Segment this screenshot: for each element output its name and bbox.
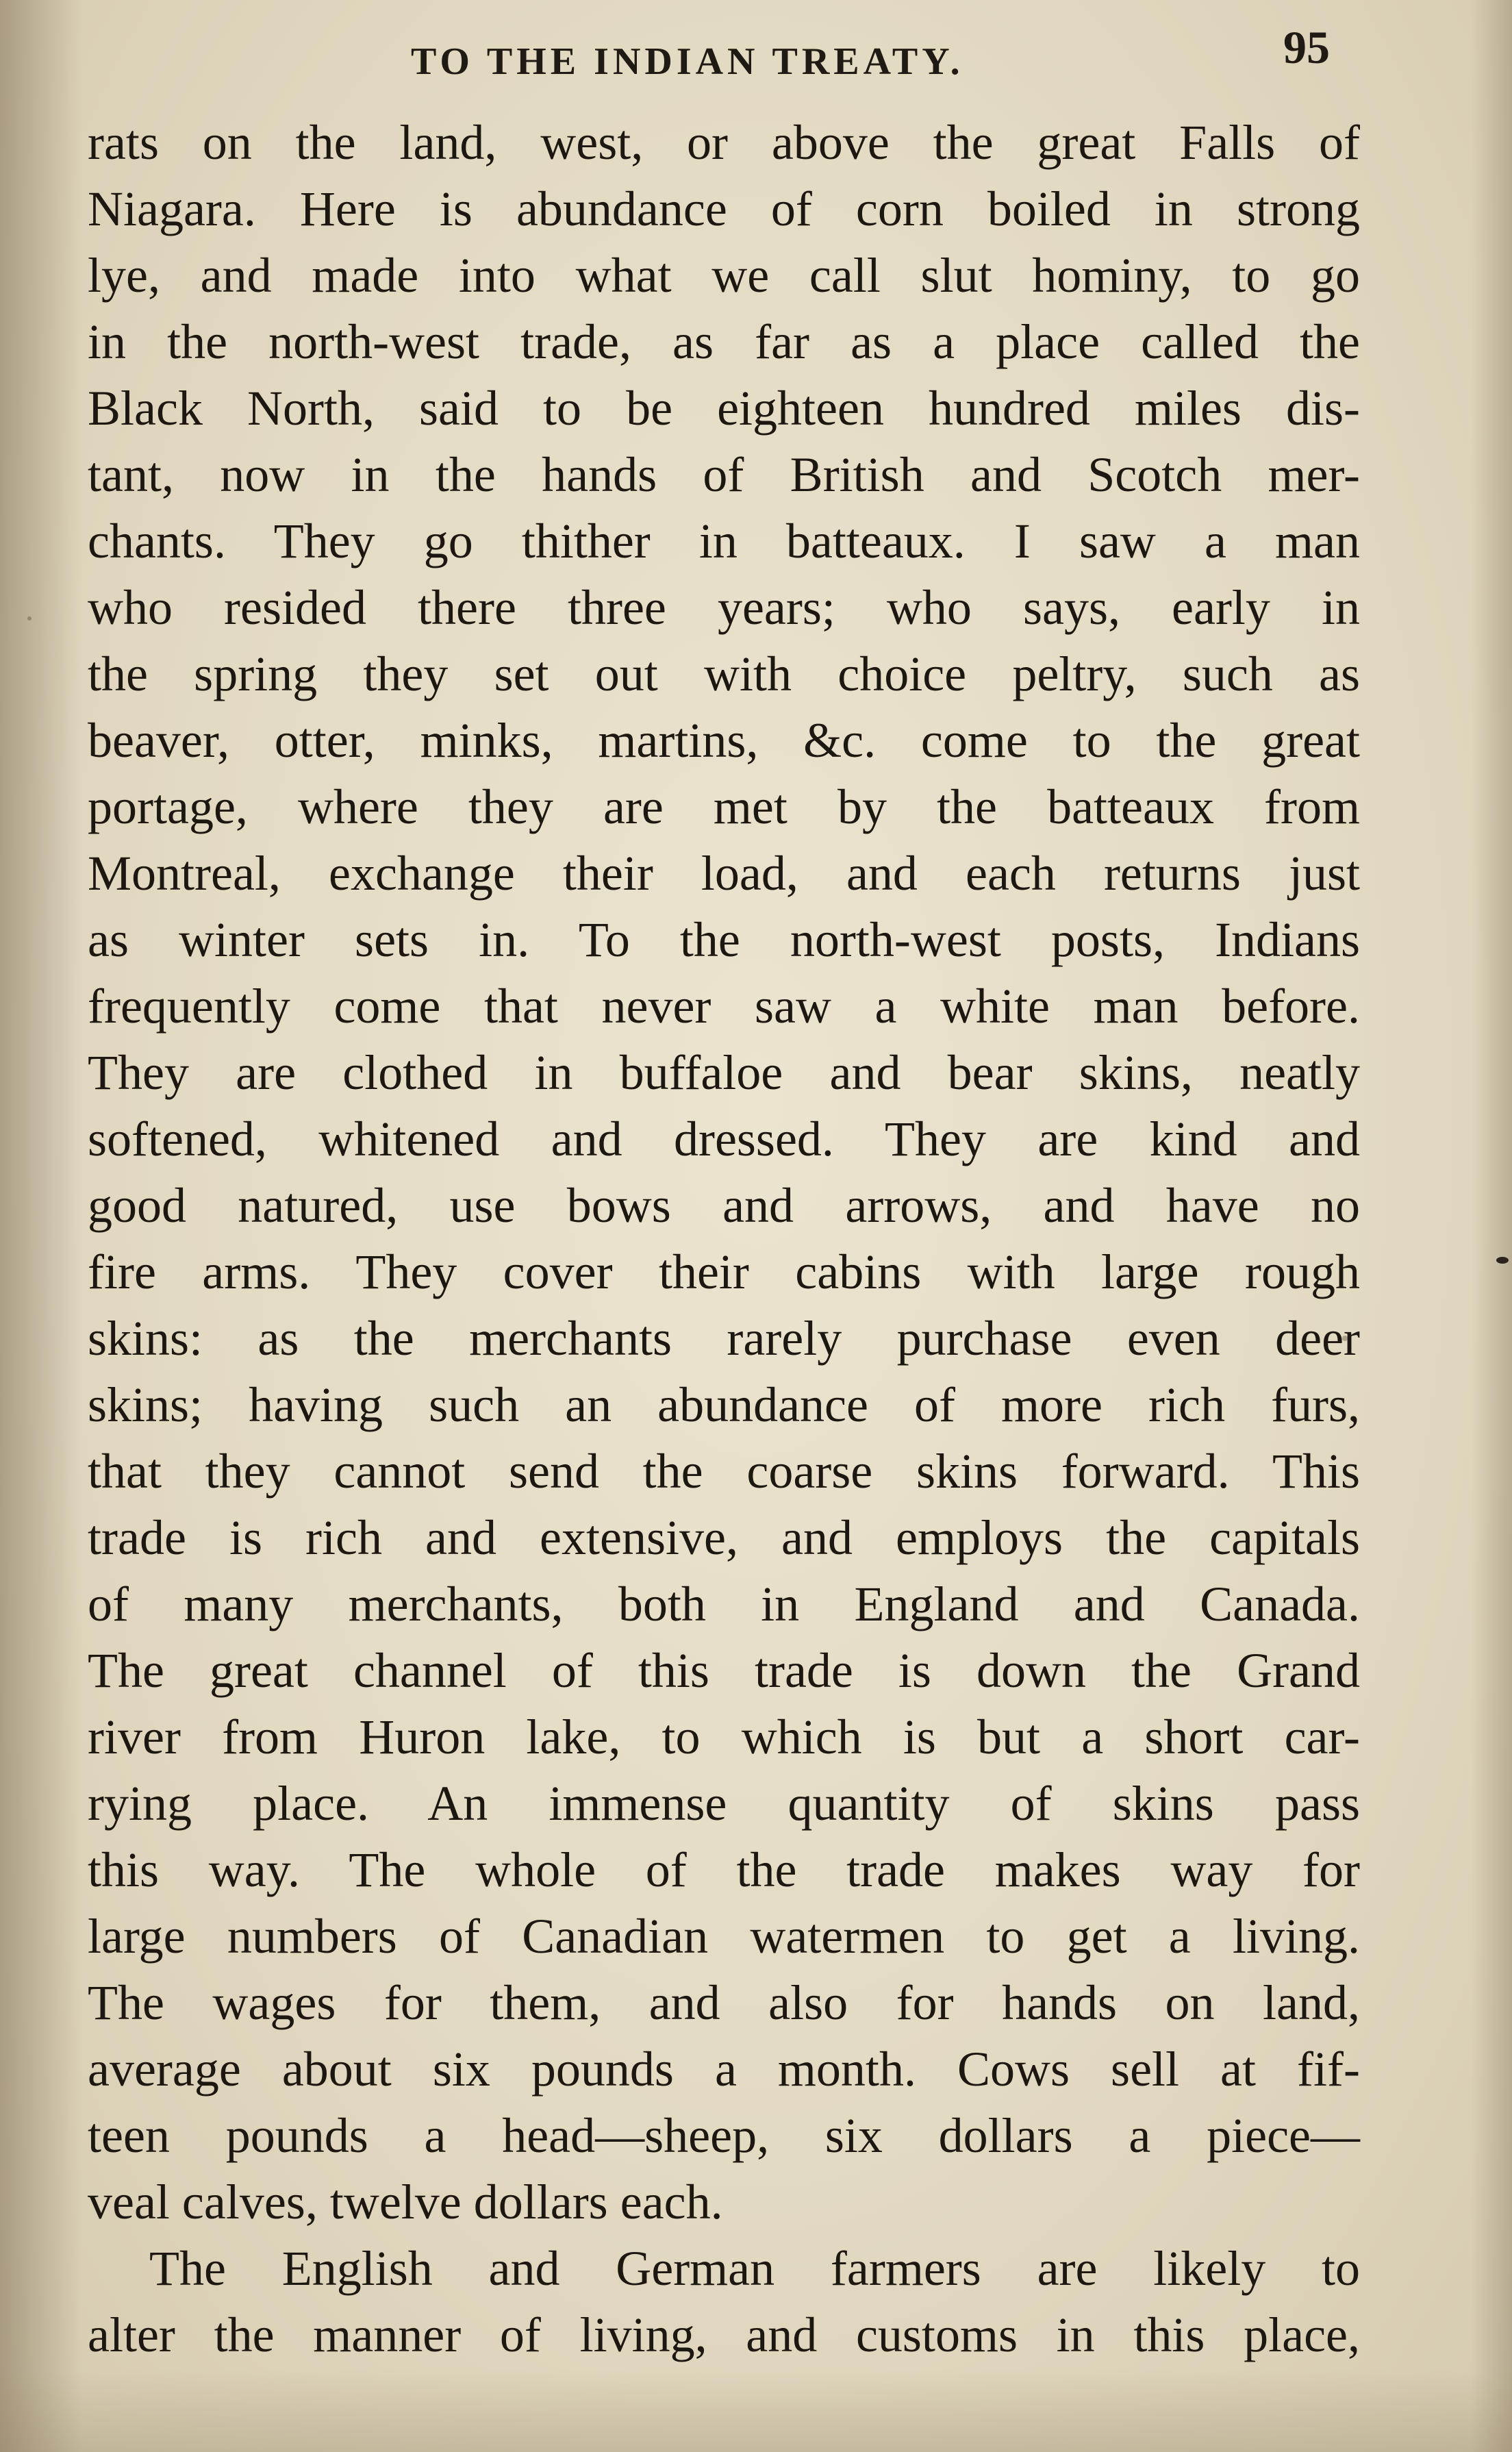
text-line: average about six pounds a month. Cows sell at fif- — [88, 2042, 1360, 2097]
text-line: tant, now in the hands of British and Scotch mer- — [88, 447, 1360, 502]
text-line: chants. They go thither in batteaux. I saw a man — [88, 514, 1360, 568]
text-line: alter the manner of living, and customs in this place, — [88, 2307, 1360, 2362]
text-line: beaver, otter, minks, martins, &c. come to the great — [88, 713, 1360, 768]
gutter-shadow — [0, 0, 82, 2452]
text-line: Black North, said to be eighteen hundred miles dis- — [88, 381, 1360, 436]
paragraph-end-line: veal calves, twelve dollars each. — [88, 2175, 723, 2229]
text-line: portage, where they are met by the batteaux from — [88, 779, 1360, 834]
text-line: good natured, use bows and arrows, and have no — [88, 1178, 1360, 1233]
text-line: lye, and made into what we call slut hominy, to go — [88, 248, 1360, 303]
text-line: this way. The whole of the trade makes way for — [88, 1842, 1360, 1897]
text-line: of many merchants, both in England and Canada. — [88, 1577, 1360, 1631]
body-text — [88, 110, 1360, 2368]
page-edge-shadow — [1471, 0, 1512, 2452]
text-line: the spring they set out with choice peltry, such as — [88, 647, 1360, 701]
text-line: who resided there three years; who says, early in — [88, 580, 1360, 635]
text-line: that they cannot send the coarse skins forward. This — [88, 1444, 1360, 1499]
margin-ink-mark — [1496, 1257, 1509, 1264]
text-line: rying place. An immense quantity of skins pass — [88, 1776, 1360, 1831]
text-line: They are clothed in buffaloe and bear skins, neatly — [88, 1045, 1360, 1100]
text-line: trade is rich and extensive, and employs the capitals — [88, 1510, 1360, 1565]
text-line: rats on the land, west, or above the great Falls of — [88, 115, 1360, 170]
text-line: large numbers of Canadian watermen to get a living. — [88, 1909, 1360, 1964]
text-line: skins: as the merchants rarely purchase even deer — [88, 1311, 1360, 1366]
text-line: frequently come that never saw a white man before. — [88, 979, 1360, 1034]
text-line: in the north-west trade, as far as a place called the — [88, 314, 1360, 369]
page-bottom-shadow — [0, 2370, 1512, 2452]
text-line: as winter sets in. To the north-west posts, Indians — [88, 912, 1360, 967]
text-line: The great channel of this trade is down the Grand — [88, 1643, 1360, 1698]
paper-speck — [1342, 1336, 1348, 1341]
page-number: 95 — [1283, 21, 1330, 73]
text-line: Montreal, exchange their load, and each returns just — [88, 846, 1360, 901]
text-line: Niagara. Here is abundance of corn boiled in strong — [88, 182, 1360, 236]
text-line: softened, whitened and dressed. They are kind and — [88, 1112, 1360, 1166]
paragraph-start-line: The English and German farmers are likely to — [149, 2241, 1360, 2296]
text-line: teen pounds a head—sheep, six dollars a piece— — [88, 2108, 1360, 2163]
text-line: fire arms. They cover their cabins with large rough — [88, 1244, 1360, 1299]
paper-speck — [27, 616, 32, 621]
text-line: The wages for them, and also for hands on land, — [88, 1975, 1360, 2030]
running-head: TO THE INDIAN TREATY. — [411, 40, 964, 83]
text-line: river from Huron lake, to which is but a short car- — [88, 1710, 1360, 1764]
text-line: skins; having such an abundance of more rich furs, — [88, 1377, 1360, 1432]
